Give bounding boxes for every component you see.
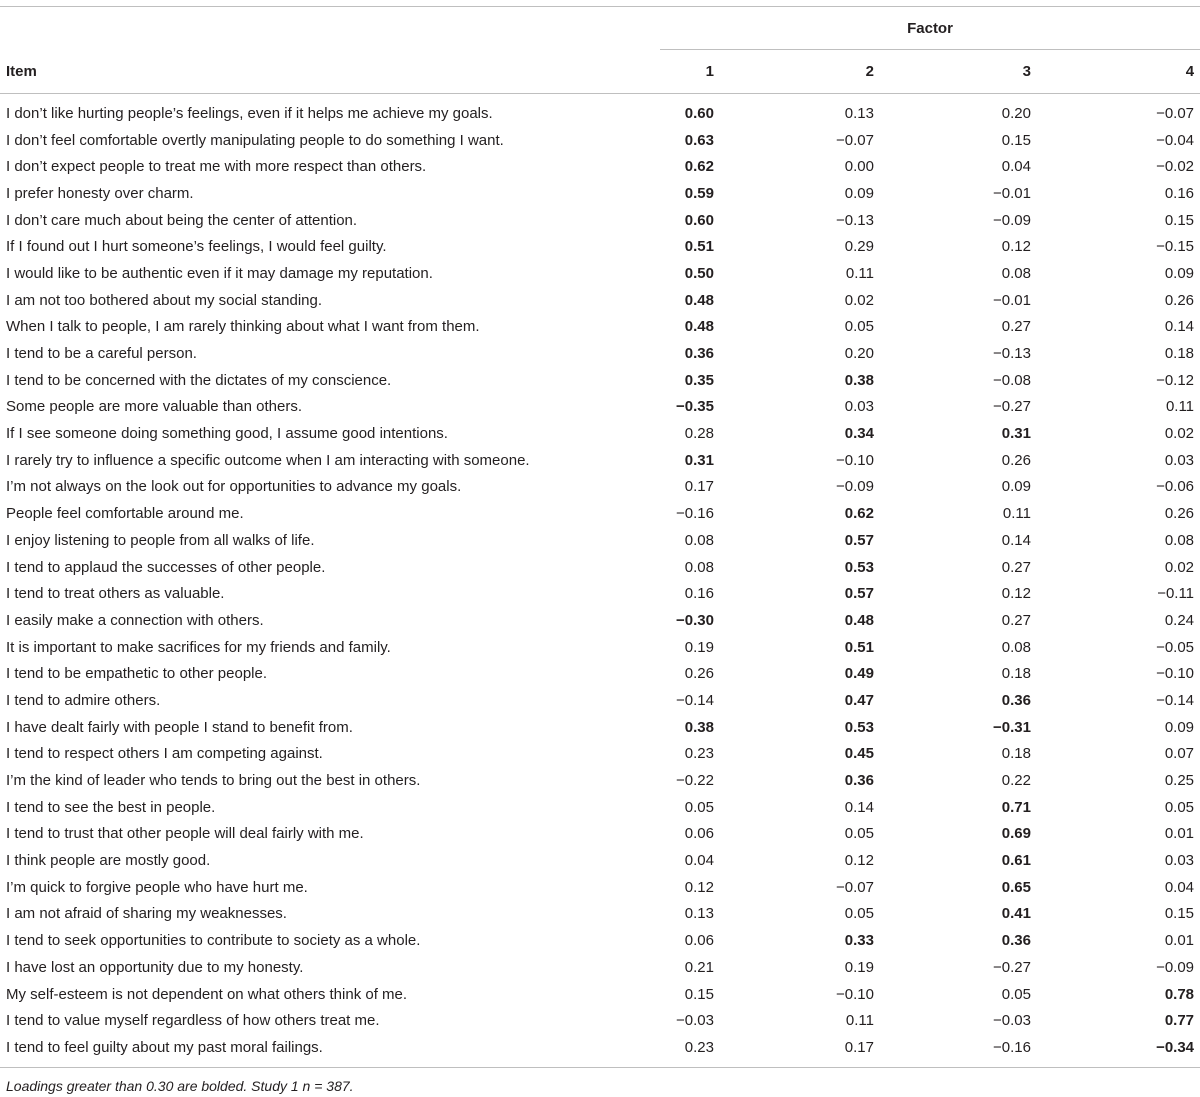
factor-4-column-header: 4: [1037, 50, 1200, 94]
table-row: [0, 927, 1200, 954]
table-row: [0, 554, 1200, 581]
loading-factor-1: 0.23: [684, 745, 714, 763]
loading-factor-3: −0.01: [993, 291, 1031, 309]
loading-factor-2: 0.45: [844, 745, 874, 763]
table-row: [0, 394, 1200, 421]
loading-factor-4: 0.07: [1164, 745, 1195, 763]
loading-factor-3: 0.14: [1001, 531, 1031, 549]
table-row: [0, 447, 1200, 474]
loading-factor-1: 0.15: [684, 985, 714, 1003]
loading-factor-1: −0.35: [676, 398, 714, 416]
table-row: [0, 153, 1200, 180]
loading-factor-4: −0.15: [1156, 238, 1195, 256]
loading-factor-3: 0.05: [1001, 985, 1031, 1003]
item-text: I am not afraid of sharing my weaknesses.: [6, 905, 287, 923]
table-row: [0, 1034, 1200, 1067]
loading-factor-1: 0.63: [684, 131, 714, 149]
table-row: [0, 314, 1200, 341]
item-text: I am not too bothered about my social standing.: [6, 291, 323, 309]
loading-factor-2: 0.13: [844, 104, 874, 122]
loading-factor-4: −0.10: [1156, 665, 1195, 683]
loading-factor-2: 0.38: [844, 371, 874, 389]
loading-factor-2: 0.09: [844, 184, 874, 202]
item-text: I tend to admire others.: [6, 691, 161, 709]
loading-factor-3: 0.04: [1001, 158, 1031, 176]
loading-factor-4: 0.01: [1164, 932, 1195, 950]
loading-factor-2: 0.48: [844, 611, 874, 629]
loading-factor-1: 0.06: [684, 825, 714, 843]
loading-factor-2: −0.07: [836, 878, 874, 896]
table-row: [0, 94, 1200, 127]
loading-factor-4: 0.26: [1164, 291, 1195, 309]
loading-factor-4: 0.09: [1164, 718, 1195, 736]
loading-factor-3: 0.22: [1001, 772, 1031, 790]
loading-factor-2: 0.62: [844, 505, 874, 523]
factor-group-header: Factor: [660, 7, 1200, 50]
loading-factor-4: 0.25: [1164, 772, 1195, 790]
loading-factor-2: 0.33: [844, 932, 874, 950]
loading-factor-3: 0.12: [1001, 585, 1031, 603]
table-row: [0, 634, 1200, 661]
table-row: [0, 527, 1200, 554]
loading-factor-3: 0.08: [1001, 638, 1031, 656]
loading-factor-2: 0.05: [844, 318, 874, 336]
loading-factor-2: −0.09: [836, 478, 874, 496]
loading-factor-4: 0.24: [1164, 611, 1195, 629]
item-text: I enjoy listening to people from all walks of life.: [6, 531, 315, 549]
item-text: My self-esteem is not dependent on what others think of me.: [6, 985, 408, 1003]
loading-factor-2: 0.03: [844, 398, 874, 416]
item-text: I tend to trust that other people will deal fairly with me.: [6, 825, 364, 843]
loading-factor-2: 0.51: [844, 638, 874, 656]
item-text: I don’t like hurting people’s feelings, even if it helps me achieve my goals.: [6, 104, 493, 122]
table-row: [0, 340, 1200, 367]
loading-factor-3: −0.01: [993, 184, 1031, 202]
loading-factor-4: −0.05: [1156, 638, 1195, 656]
loading-factor-2: 0.36: [844, 772, 874, 790]
loading-factor-4: 0.01: [1164, 825, 1195, 843]
loading-factor-2: 0.05: [844, 905, 874, 923]
loading-factor-4: 0.16: [1164, 184, 1195, 202]
table-row: [0, 367, 1200, 394]
table-row: [0, 767, 1200, 794]
loading-factor-2: −0.10: [836, 451, 874, 469]
loading-factor-2: 0.11: [845, 1012, 874, 1030]
loading-factor-4: 0.14: [1164, 318, 1195, 336]
item-text: I prefer honesty over charm.: [6, 184, 194, 202]
loading-factor-2: 0.17: [720, 1034, 880, 1067]
loading-factor-1: 0.12: [684, 878, 714, 896]
table-row: [0, 821, 1200, 848]
table-row: [0, 260, 1200, 287]
loading-factor-4: 0.05: [1164, 798, 1195, 816]
loading-factor-2: 0.19: [844, 958, 874, 976]
loading-factor-4: −0.07: [1156, 104, 1195, 122]
loading-factor-1: −0.14: [676, 691, 714, 709]
item-text: I would like to be authentic even if it may damage my reputation.: [6, 264, 433, 282]
loading-factor-1: 0.26: [684, 665, 714, 683]
loading-factor-1: 0.19: [684, 638, 714, 656]
loading-factor-1: 0.60: [684, 211, 714, 229]
loading-factor-1: −0.16: [676, 505, 714, 523]
table-header: [0, 7, 1200, 94]
loading-factor-4: −0.11: [1157, 585, 1195, 603]
loading-factor-3: −0.09: [993, 211, 1031, 229]
table-row: [0, 500, 1200, 527]
item-text: If I found out I hurt someone’s feelings, I would feel guilty.: [6, 238, 387, 256]
loading-factor-3: −0.03: [993, 1012, 1031, 1030]
loading-factor-3: 0.08: [1001, 264, 1031, 282]
loading-factor-2: 0.49: [844, 665, 874, 683]
item-text: I tend to respect others I am competing against.: [6, 745, 323, 763]
item-text: I don’t expect people to treat me with more respect than others.: [6, 158, 427, 176]
table-row: [0, 127, 1200, 154]
item-text: When I talk to people, I am rarely thinking about what I want from them.: [6, 318, 480, 336]
loading-factor-2: 0.57: [844, 585, 874, 603]
loading-factor-3: 0.71: [1001, 798, 1031, 816]
header-row-factor: [0, 7, 1200, 50]
loading-factor-3: 0.69: [1001, 825, 1031, 843]
item-text: I think people are mostly good.: [6, 852, 211, 870]
item-text: If I see someone doing something good, I assume good intentions.: [6, 425, 448, 443]
loading-factor-2: 0.47: [844, 691, 874, 709]
item-text: I tend to be concerned with the dictates of my conscience.: [6, 371, 392, 389]
loading-factor-1: 0.35: [684, 371, 714, 389]
loading-factor-4: −0.02: [1156, 158, 1195, 176]
item-text: I’m not always on the look out for opportunities to advance my goals.: [6, 478, 462, 496]
loading-factor-3: 0.11: [1002, 505, 1031, 523]
table-row: [0, 233, 1200, 260]
loading-factor-4: 0.08: [1164, 531, 1195, 549]
loading-factor-1: 0.28: [684, 425, 714, 443]
header-row-columns: [0, 50, 1200, 94]
loading-factor-1: 0.38: [684, 718, 714, 736]
table-row: [0, 794, 1200, 821]
item-text: I tend to be empathetic to other people.: [6, 665, 268, 683]
loading-factor-1: 0.08: [684, 531, 714, 549]
item-text: I tend to see the best in people.: [6, 798, 216, 816]
table-row: [0, 207, 1200, 234]
table-row: [0, 660, 1200, 687]
item-text: It is important to make sacrifices for my friends and family.: [6, 638, 391, 656]
loading-factor-4: 0.78: [1164, 985, 1195, 1003]
loading-factor-2: 0.20: [844, 345, 874, 363]
loading-factor-3: 0.31: [1001, 425, 1031, 443]
loading-factor-3: −0.16: [880, 1034, 1037, 1067]
table-row: [0, 1007, 1200, 1034]
table-row: [0, 580, 1200, 607]
table-row: [0, 180, 1200, 207]
loading-factor-3: 0.27: [1001, 558, 1031, 576]
item-text: I tend to seek opportunities to contribute to society as a whole.: [6, 932, 421, 950]
loading-factor-4: 0.26: [1164, 505, 1195, 523]
loading-factor-3: −0.08: [993, 371, 1031, 389]
table-row: [0, 981, 1200, 1008]
loading-factor-4: 0.15: [1164, 905, 1195, 923]
loading-factor-1: 0.06: [684, 932, 714, 950]
table-row: [0, 874, 1200, 901]
loading-factor-3: 0.36: [1001, 691, 1031, 709]
loading-factor-1: 0.21: [684, 958, 714, 976]
loading-factor-4: 0.77: [1164, 1012, 1195, 1030]
loading-factor-1: 0.62: [684, 158, 714, 176]
loading-factor-1: 0.36: [684, 345, 714, 363]
item-text: I tend to applaud the successes of other people.: [6, 558, 326, 576]
loading-factor-3: 0.27: [1001, 318, 1031, 336]
loading-factor-3: 0.20: [1001, 104, 1031, 122]
factor-loading-table: [0, 6, 1200, 1068]
loading-factor-3: −0.13: [993, 345, 1031, 363]
loading-factor-3: 0.61: [1001, 852, 1031, 870]
table-body: [0, 94, 1200, 1068]
loading-factor-1: 0.04: [684, 852, 714, 870]
loading-factor-4: −0.04: [1156, 131, 1195, 149]
header-blank-cell: [0, 7, 660, 50]
loading-factor-3: 0.36: [1001, 932, 1031, 950]
loading-factor-2: 0.00: [844, 158, 874, 176]
loading-factor-3: 0.09: [1001, 478, 1031, 496]
loading-factor-2: 0.11: [845, 264, 874, 282]
loading-factor-3: −0.27: [993, 398, 1031, 416]
loading-factor-4: 0.15: [1164, 211, 1195, 229]
loading-factor-3: 0.41: [1001, 905, 1031, 923]
loading-factor-4: −0.12: [1156, 371, 1195, 389]
loading-factor-3: 0.18: [1001, 745, 1031, 763]
loading-factor-1: 0.08: [684, 558, 714, 576]
item-text: I tend to feel guilty about my past moral failings.: [0, 1034, 660, 1067]
table-row: [0, 714, 1200, 741]
table-row: [0, 741, 1200, 768]
loading-factor-4: 0.04: [1164, 878, 1195, 896]
loading-factor-2: −0.13: [836, 211, 874, 229]
loading-factor-2: −0.07: [836, 131, 874, 149]
item-text: I’m quick to forgive people who have hurt me.: [6, 878, 308, 896]
loading-factor-3: 0.27: [1001, 611, 1031, 629]
loading-factor-3: −0.31: [993, 718, 1031, 736]
item-text: I’m the kind of leader who tends to bring out the best in others.: [6, 772, 421, 790]
loading-factor-1: 0.31: [684, 451, 714, 469]
loading-factor-4: −0.06: [1156, 478, 1195, 496]
item-text: I don’t care much about being the center of attention.: [6, 211, 358, 229]
loading-factor-1: 0.48: [684, 291, 714, 309]
loading-factor-3: 0.12: [1001, 238, 1031, 256]
loading-factor-3: 0.15: [1001, 131, 1031, 149]
loading-factor-1: −0.03: [676, 1012, 714, 1030]
item-text: I easily make a connection with others.: [6, 611, 264, 629]
table-row: [0, 847, 1200, 874]
item-text: I tend to value myself regardless of how others treat me.: [6, 1012, 380, 1030]
loading-factor-2: 0.53: [844, 718, 874, 736]
item-text: I tend to be a careful person.: [6, 345, 197, 363]
loading-factor-4: 0.11: [1165, 398, 1195, 416]
loading-factor-1: 0.05: [684, 798, 714, 816]
item-text: Some people are more valuable than others.: [6, 398, 303, 416]
loading-factor-1: 0.51: [684, 238, 714, 256]
loading-factor-1: 0.50: [684, 264, 714, 282]
loading-factor-1: 0.13: [684, 905, 714, 923]
table-row: [0, 687, 1200, 714]
loading-factor-4: 0.03: [1164, 852, 1195, 870]
loading-factor-1: 0.16: [684, 585, 714, 603]
loading-factor-4: 0.02: [1164, 425, 1195, 443]
loading-factor-2: 0.14: [844, 798, 874, 816]
table-row: [0, 420, 1200, 447]
loading-factor-1: 0.17: [684, 478, 714, 496]
loading-factor-1: 0.59: [684, 184, 714, 202]
loading-factor-1: −0.22: [676, 772, 714, 790]
loading-factor-3: −0.27: [993, 958, 1031, 976]
factor-3-column-header: 3: [880, 50, 1037, 94]
item-text: I don’t feel comfortable overtly manipulating people to do something I want.: [6, 131, 504, 149]
loading-factor-4: 0.09: [1164, 264, 1195, 282]
item-text: People feel comfortable around me.: [6, 505, 244, 523]
loading-factor-2: −0.10: [836, 985, 874, 1003]
item-text: I rarely try to influence a specific outcome when I am interacting with someone.: [6, 451, 530, 469]
table-footnote: Loadings greater than 0.30 are bolded. Study 1 n = 387.: [6, 1077, 354, 1094]
loading-factor-3: 0.65: [1001, 878, 1031, 896]
loading-factor-3: 0.26: [1001, 451, 1031, 469]
table-row: [0, 474, 1200, 501]
factor-2-column-header: 2: [720, 50, 880, 94]
loading-factor-2: 0.12: [844, 852, 874, 870]
table-row: [0, 954, 1200, 981]
loading-factor-2: 0.34: [844, 425, 874, 443]
loading-factor-3: 0.18: [1001, 665, 1031, 683]
loading-factor-4: −0.14: [1156, 691, 1195, 709]
loading-factor-2: 0.53: [844, 558, 874, 576]
loading-factor-1: 0.23: [660, 1034, 720, 1067]
table-row: [0, 607, 1200, 634]
loading-factor-4: −0.09: [1156, 958, 1195, 976]
loading-factor-1: 0.60: [684, 104, 714, 122]
loading-factor-2: 0.57: [844, 531, 874, 549]
item-text: I have dealt fairly with people I stand to benefit from.: [6, 718, 353, 736]
loading-factor-4: 0.02: [1164, 558, 1195, 576]
item-text: I tend to treat others as valuable.: [6, 585, 225, 603]
item-column-header: Item: [0, 50, 660, 94]
factor-1-column-header: 1: [660, 50, 720, 94]
loading-factor-2: 0.29: [844, 238, 874, 256]
loading-factor-4: 0.18: [1164, 345, 1195, 363]
table-row: [0, 901, 1200, 928]
loading-factor-1: 0.48: [684, 318, 714, 336]
loading-factor-4: 0.03: [1164, 451, 1195, 469]
item-text: I have lost an opportunity due to my honesty.: [6, 958, 304, 976]
loading-factor-2: 0.05: [844, 825, 874, 843]
loading-factor-2: 0.02: [844, 291, 874, 309]
loading-factor-1: −0.30: [676, 611, 714, 629]
loading-factor-4: −0.34: [1037, 1034, 1200, 1067]
table-row: [0, 287, 1200, 314]
